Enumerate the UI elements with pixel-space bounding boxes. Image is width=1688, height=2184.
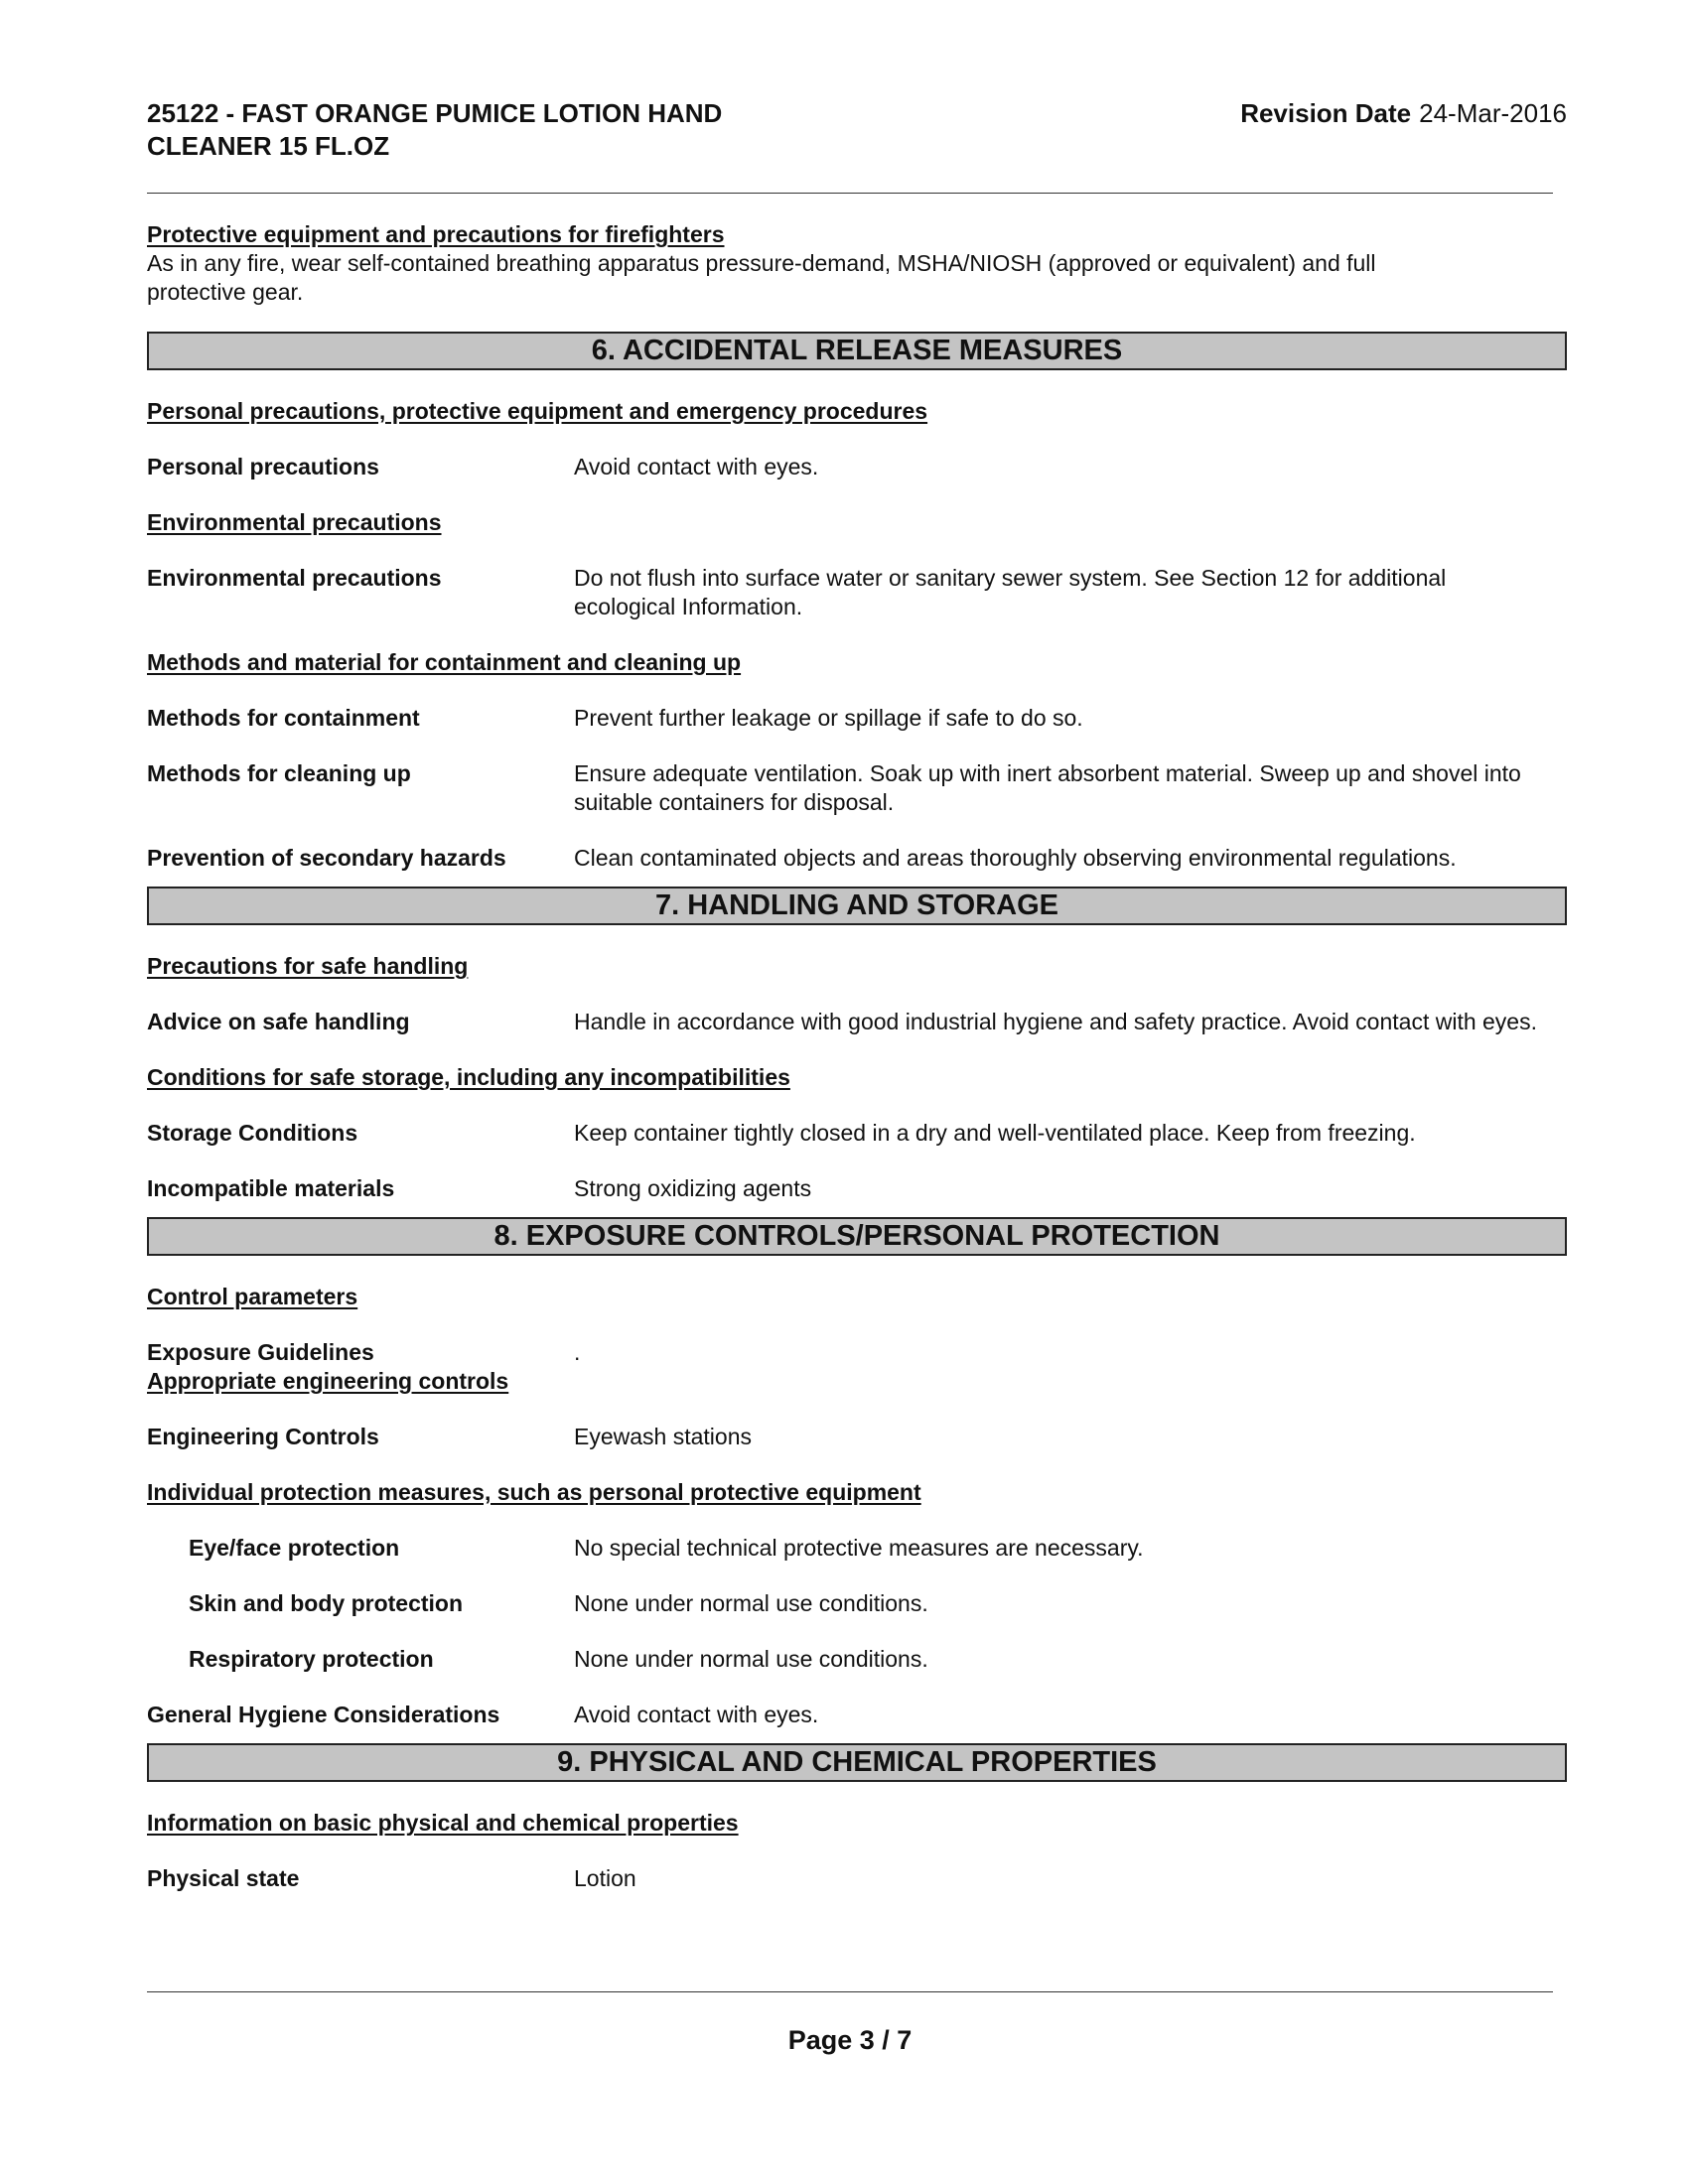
row-eye-face-protection [147, 1534, 1567, 1563]
label: Exposure Guidelines [147, 1339, 374, 1365]
page-number: Page 3 / 7 [787, 2025, 913, 2055]
revision-date-value: 24-Mar-2016 [1419, 98, 1567, 128]
section-7-subheading-storage: Conditions for safe storage, including any incompatibilities [147, 1064, 790, 1090]
section-9-header: 9. PHYSICAL AND CHEMICAL PROPERTIES [147, 1743, 1567, 1782]
row-incompatible-materials [147, 1174, 1567, 1203]
section-8-subheading-ppe: Individual protection measures, such as personal protective equipment [147, 1479, 921, 1505]
row-environmental-precautions [147, 564, 1567, 621]
section-7-subheading-handling: Precautions for safe handling [147, 953, 469, 979]
row-respiratory-protection [147, 1645, 1567, 1674]
header-divider [147, 193, 1553, 194]
value: Do not flush into surface water or sanitary sewer system. See Section 12 for additional ecological Information. [574, 565, 1447, 619]
label: Skin and body protection [189, 1590, 464, 1616]
row-general-hygiene [147, 1701, 1567, 1729]
label: Eye/face protection [189, 1535, 400, 1561]
row-physical-state [147, 1864, 1567, 1893]
firefighters-heading: Protective equipment and precautions for firefighters [147, 221, 725, 247]
label: Methods for containment [147, 705, 420, 731]
section-8-subheading-control: Control parameters [147, 1284, 358, 1309]
row-secondary-hazards [147, 844, 1567, 873]
row-exposure-guidelines [147, 1338, 1567, 1367]
value: None under normal use conditions. [574, 1590, 928, 1616]
footer-divider [147, 1991, 1553, 1992]
label: Advice on safe handling [147, 1009, 410, 1034]
section-7-header: 7. HANDLING AND STORAGE [147, 887, 1567, 925]
section-6-subheading-containment: Methods and material for containment and cleaning up [147, 649, 742, 675]
section-8-header: 8. EXPOSURE CONTROLS/PERSONAL PROTECTION [147, 1217, 1567, 1256]
section-6-subheading-environmental: Environmental precautions [147, 509, 442, 535]
value: No special technical protective measures are necessary. [574, 1535, 1144, 1561]
section-6-header: 6. ACCIDENTAL RELEASE MEASURES [147, 332, 1567, 370]
section-6-subheading-personal: Personal precautions, protective equipment and emergency procedures [147, 398, 928, 424]
value: . [574, 1339, 581, 1365]
firefighters-text: As in any fire, wear self-contained breathing apparatus pressure-demand, MSHA/NIOSH (approved or equivalent) and full protective gear. [147, 250, 1376, 305]
label: Physical state [147, 1865, 300, 1891]
revision-date-label: Revision Date [1240, 98, 1412, 128]
row-engineering-controls [147, 1423, 1567, 1451]
sds-page [147, 0, 1567, 2184]
row-storage-conditions [147, 1119, 1567, 1148]
value: Handle in accordance with good industrial hygiene and safety practice. Avoid contact with eyes. [574, 1009, 1537, 1034]
row-skin-body-protection [147, 1589, 1567, 1618]
document-body [147, 220, 1567, 1893]
label: Environmental precautions [147, 565, 442, 591]
value: Eyewash stations [574, 1424, 752, 1449]
label: Prevention of secondary hazards [147, 845, 506, 871]
label: Respiratory protection [189, 1646, 434, 1672]
value: Avoid contact with eyes. [574, 454, 819, 479]
value: Keep container tightly closed in a dry and well-ventilated place. Keep from freezing. [574, 1120, 1416, 1146]
row-advice-handling [147, 1008, 1567, 1036]
label: Incompatible materials [147, 1175, 395, 1201]
row-personal-precautions [147, 453, 1567, 481]
value: Strong oxidizing agents [574, 1175, 812, 1201]
label: Storage Conditions [147, 1120, 358, 1146]
label: Personal precautions [147, 454, 379, 479]
label: Engineering Controls [147, 1424, 379, 1449]
label: General Hygiene Considerations [147, 1702, 500, 1727]
section-9-subheading-properties: Information on basic physical and chemical properties [147, 1810, 739, 1836]
revision-date [1240, 97, 1567, 130]
value: Lotion [574, 1865, 636, 1891]
label: Methods for cleaning up [147, 760, 411, 786]
value: Clean contaminated objects and areas thoroughly observing environmental regulations. [574, 845, 1457, 871]
value: Avoid contact with eyes. [574, 1702, 819, 1727]
row-methods-cleaning [147, 759, 1567, 817]
section-8-subheading-engineering: Appropriate engineering controls [147, 1368, 509, 1394]
value: None under normal use conditions. [574, 1646, 928, 1672]
value: Ensure adequate ventilation. Soak up with inert absorbent material. Sweep up and shovel into suitable containers for disposal. [574, 760, 1521, 815]
value: Prevent further leakage or spillage if safe to do so. [574, 705, 1083, 731]
document-title: 25122 - FAST ORANGE PUMICE LOTION HAND CLEANER 15 FL.OZ [147, 98, 723, 161]
row-methods-containment [147, 704, 1567, 733]
